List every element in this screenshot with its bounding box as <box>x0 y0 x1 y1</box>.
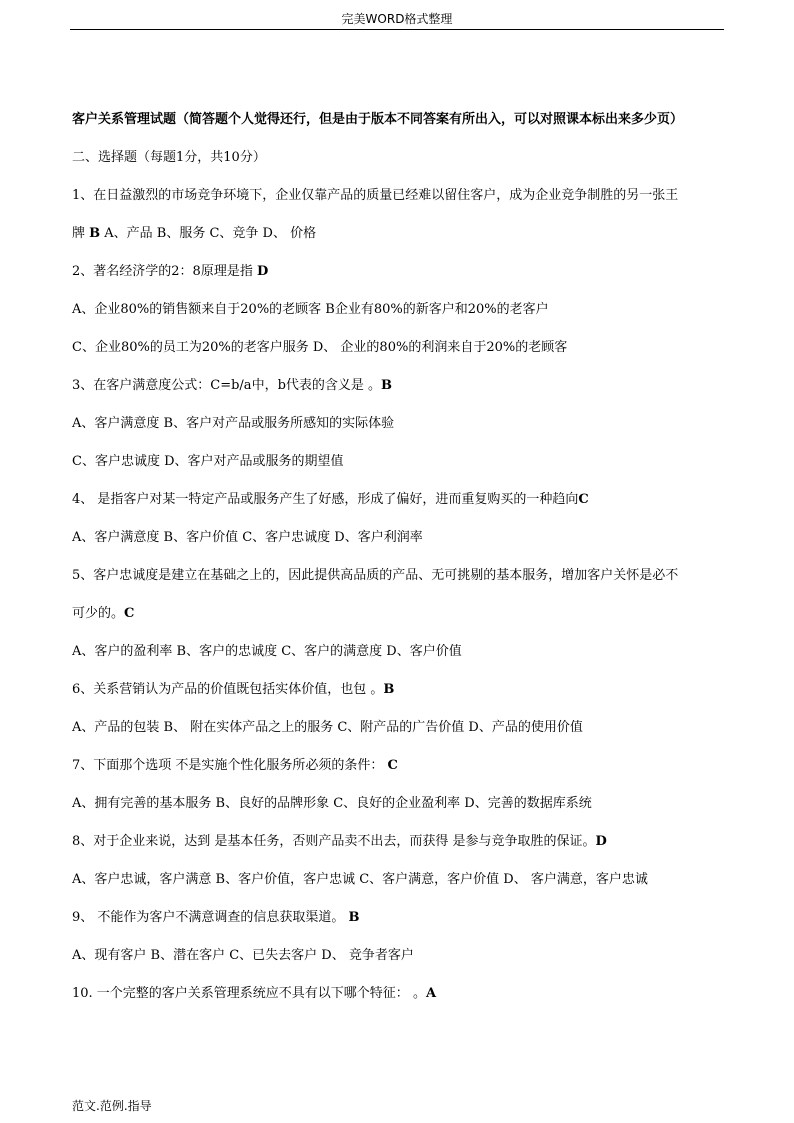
question-line <box>72 709 724 747</box>
question-text: 7、下面那个选项 不是实施个性化服务所必须的条件： <box>72 758 388 773</box>
question-line <box>72 861 724 899</box>
question-text: 4、 是指客户对某一特定产品或服务产生了好感，形成了偏好，进而重复购买的一种趋向 <box>72 492 579 507</box>
options-text: A、产品 B、服务 C、竞争 D、 价格 <box>100 226 317 241</box>
question-line <box>72 443 724 481</box>
question-text: A、客户忠诚，客户满意 B、客户价值，客户忠诚 C、客户满意，客户价值 D、 客户满意，客户忠诚 <box>72 872 648 887</box>
question-line <box>72 367 724 405</box>
question-line <box>72 937 724 975</box>
document-title: 客户关系管理试题（简答题个人觉得还行，但是由于版本不同答案有所出入，可以对照课本标出来多少页） <box>72 112 684 127</box>
answer-key: B <box>89 226 101 241</box>
question-line <box>72 785 724 823</box>
answer-key: B <box>381 378 393 393</box>
question-text: A、拥有完善的基本服务 B、良好的品牌形象 C、良好的企业盈利率 D、完善的数据库系统 <box>72 796 592 811</box>
question-line <box>72 519 724 557</box>
page-header: 完美WORD格式整理 <box>341 12 453 26</box>
answer-key: D <box>256 264 269 279</box>
question-line <box>72 177 724 215</box>
question-line <box>72 671 724 709</box>
question-line <box>72 253 724 291</box>
section-heading: 二、选择题（每题1分，共10分） <box>72 150 266 165</box>
answer-key: C <box>387 758 398 773</box>
question-text: 9、 不能作为客户不满意调查的信息获取渠道。 <box>72 910 349 925</box>
question-line <box>72 747 724 785</box>
question-text: 1、在日益激烈的市场竞争环境下，企业仅靠产品的质量已经难以留住客户，成为企业竞争制胜的另一张王 <box>72 188 679 203</box>
question-line <box>72 633 724 671</box>
question-text: A、现有客户 B、潜在客户 C、已失去客户 D、 竞争者客户 <box>72 948 414 963</box>
question-line <box>72 975 724 1013</box>
document-body <box>72 101 724 1013</box>
answer-key: B <box>348 910 360 925</box>
question-line <box>72 595 724 633</box>
question-text: C、企业80%的员工为20%的老客户服务 D、 企业的80%的利润来自于20%的老顾客 <box>72 340 568 355</box>
question-list <box>72 177 724 1013</box>
question-text: 10. 一个完整的客户关系管理系统应不具有以下哪个特征： 。 <box>72 986 426 1001</box>
question-line <box>72 823 724 861</box>
question-text: 2、著名经济学的2：8原理是指 <box>72 264 257 279</box>
question-line <box>72 405 724 443</box>
question-line <box>72 899 724 937</box>
answer-key: C <box>578 492 589 507</box>
answer-key: B <box>383 682 395 697</box>
header-divider <box>70 29 724 30</box>
question-text: 可少的。 <box>72 606 125 621</box>
question-text: A、产品的包装 B、 附在实体产品之上的服务 C、附产品的广告价值 D、产品的使用价值 <box>72 720 583 735</box>
question-text: A、企业80%的销售额来自于20%的老顾客 B企业有80%的新客户和20%的老客户 <box>72 302 549 317</box>
question-text: 牌 <box>72 226 90 241</box>
answer-key: A <box>425 986 437 1001</box>
question-text: C、客户忠诚度 D、客户对产品或服务的期望值 <box>72 454 344 469</box>
question-text: 6、关系营销认为产品的价值既包括实体价值，也包 。 <box>72 682 384 697</box>
question-text: A、客户满意度 B、客户对产品或服务所感知的实际体验 <box>72 416 395 431</box>
question-line <box>72 481 724 519</box>
question-text: 5、客户忠诚度是建立在基础之上的，因此提供高品质的产品、无可挑剔的基本服务，增加客户关怀是必不 <box>72 568 679 583</box>
question-line <box>72 557 724 595</box>
page-footer: 范文.范例.指导 <box>72 1099 152 1113</box>
answer-key: D <box>595 834 607 849</box>
answer-key: C <box>124 606 135 621</box>
question-text: 8、对于企业来说，达到 是基本任务，否则产品卖不出去，而获得 是参与竞争取胜的保证。 <box>72 834 596 849</box>
question-line <box>72 329 724 367</box>
question-line <box>72 291 724 329</box>
question-text: 3、在客户满意度公式：C=b/a中，b代表的含义是 。 <box>72 378 382 393</box>
question-text: A、客户满意度 B、客户价值 C、客户忠诚度 D、客户利润率 <box>72 530 423 545</box>
question-text: A、客户的盈利率 B、客户的忠诚度 C、客户的满意度 D、客户价值 <box>72 644 462 659</box>
question-line <box>72 215 724 253</box>
